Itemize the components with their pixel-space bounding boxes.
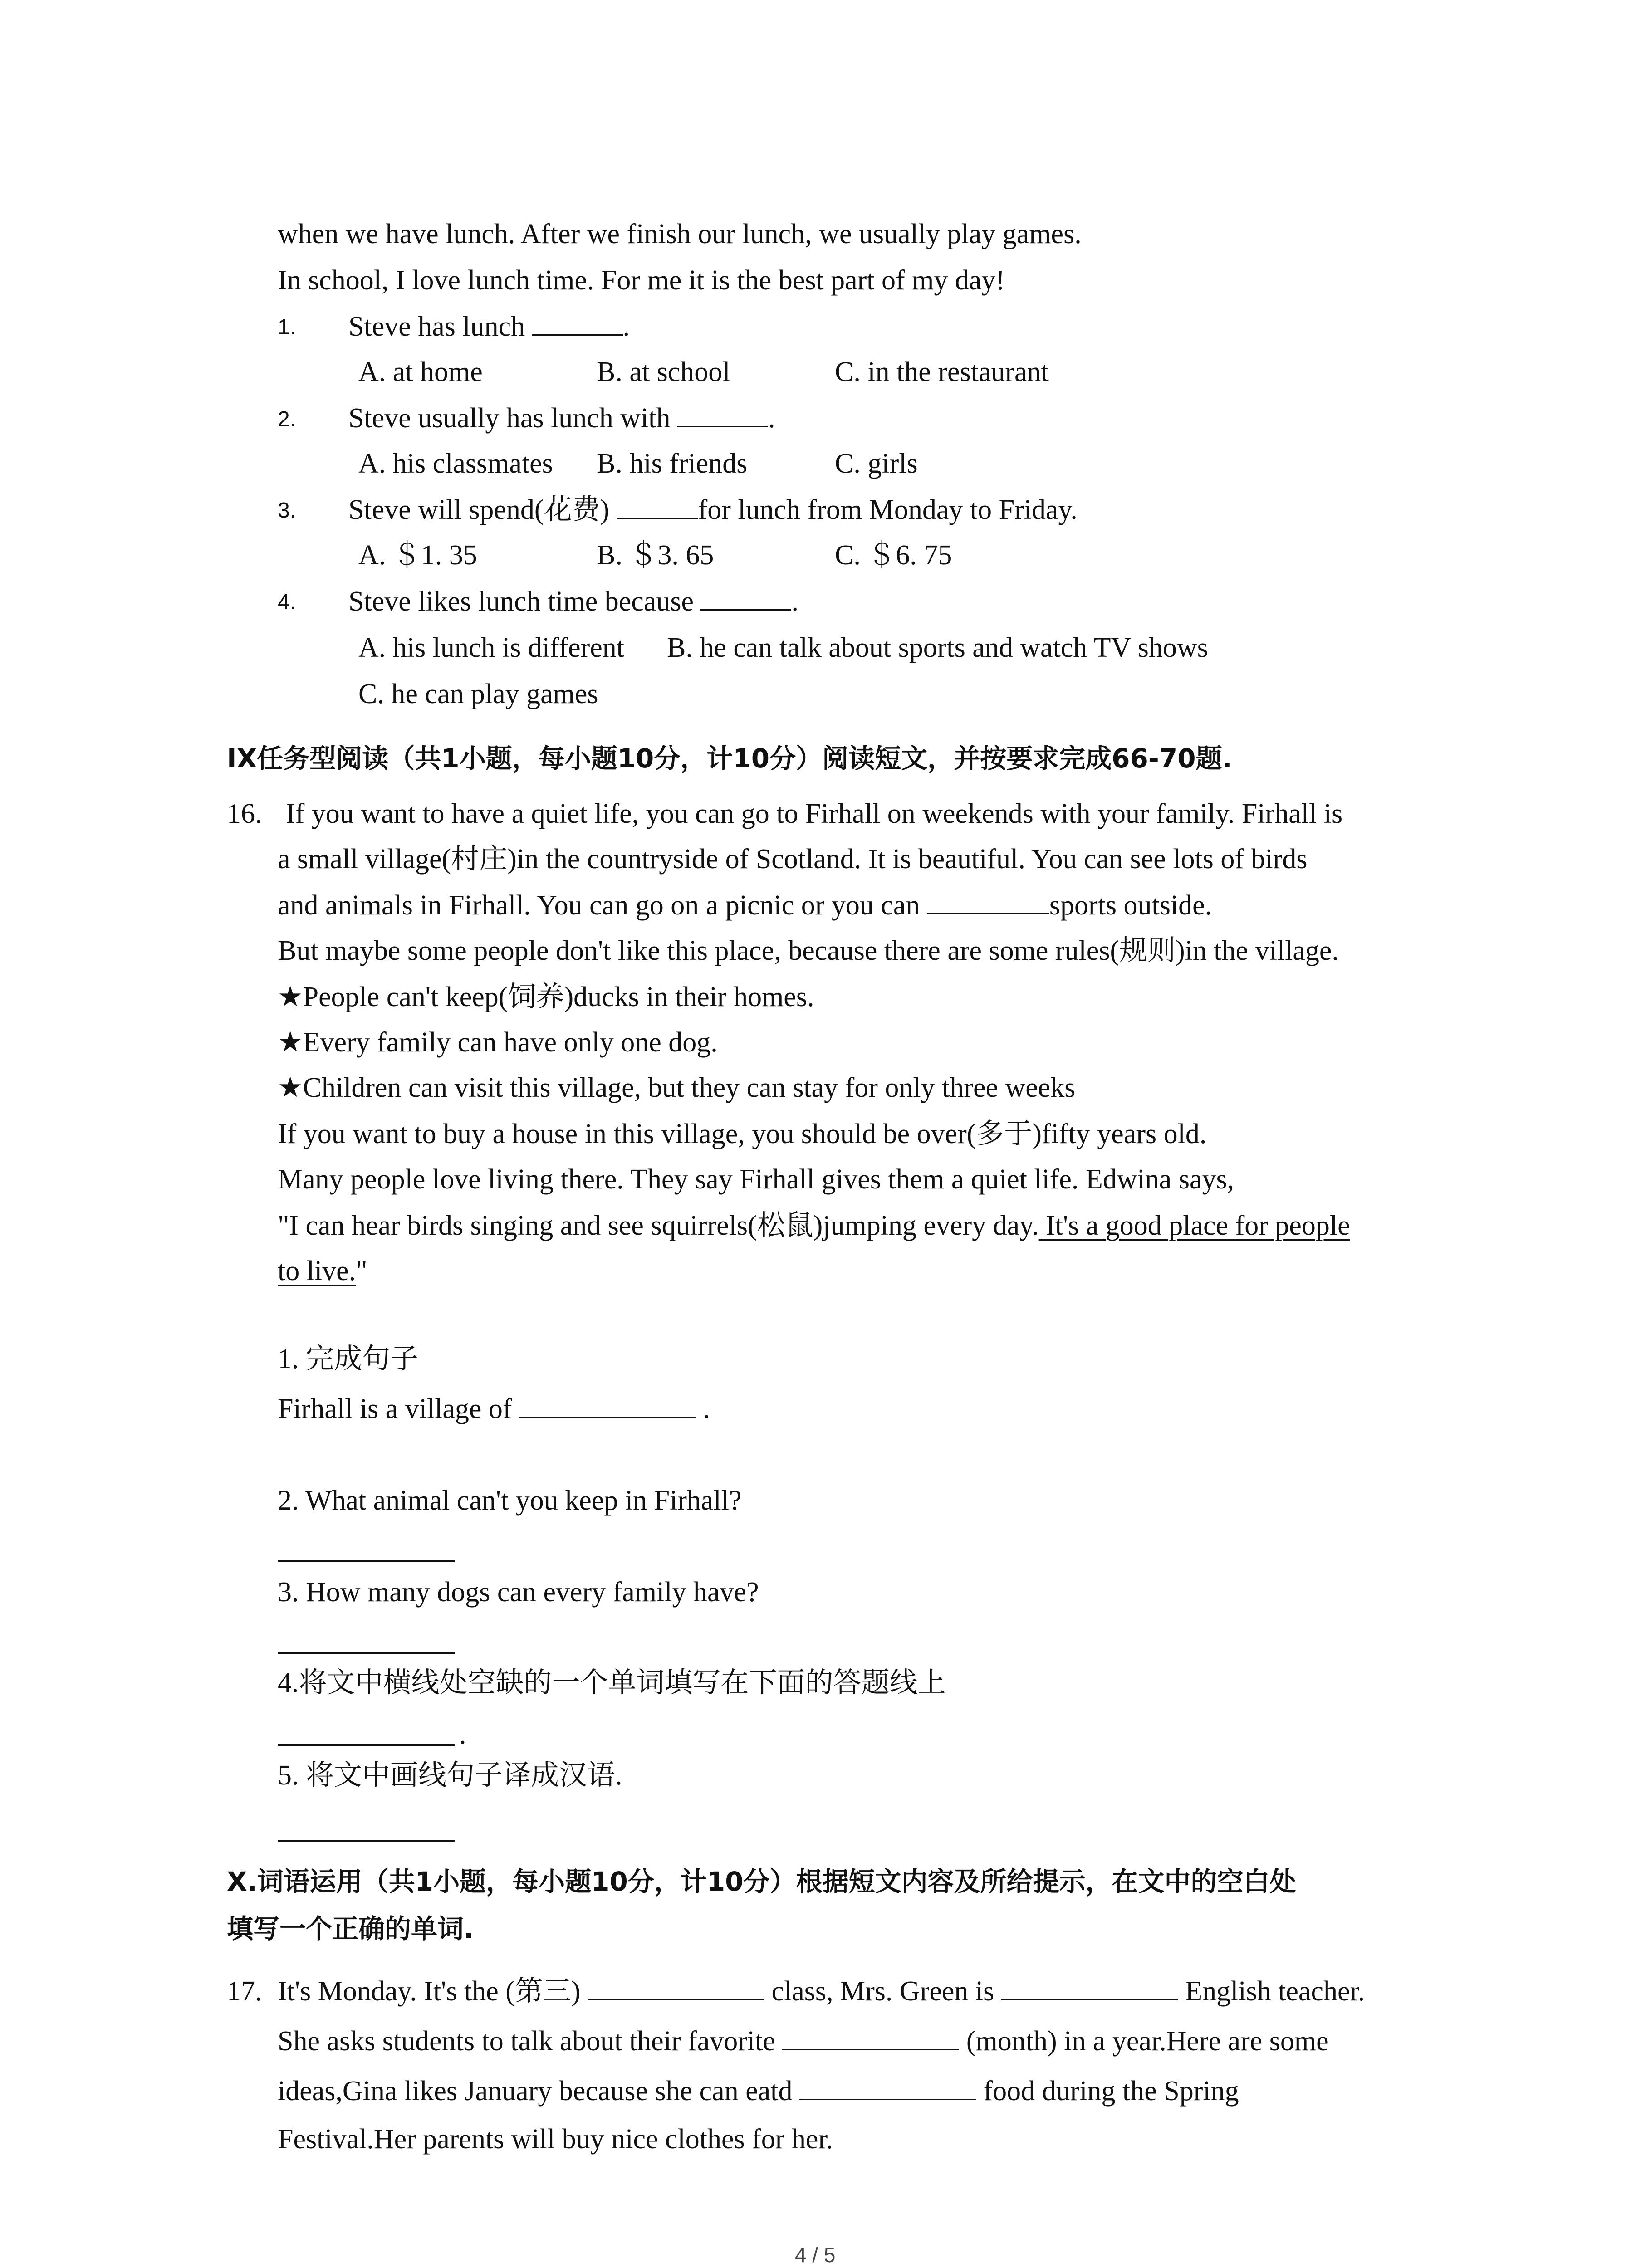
passage-line: to live." <box>278 1256 367 1286</box>
rule-item: ★People can't keep(饲养)ducks in their homes. <box>278 982 814 1012</box>
option-a[interactable]: A. at home <box>358 357 483 387</box>
page-number: 4 / 5 <box>795 2243 836 2267</box>
section-heading: X.词语运用（共1小题，每小题10分，计10分）根据短文内容及所给提示，在文中的空白处 <box>227 1866 1296 1897</box>
answer-blank[interactable] <box>782 2025 959 2050</box>
answer-line[interactable] <box>278 1652 455 1654</box>
passage-line: Festival.Her parents will buy nice clothes for her. <box>278 2124 833 2155</box>
passage-line: a small village(村庄)in the countryside of Scotland. It is beautiful. You can see lots of birds <box>278 844 1308 875</box>
option-a[interactable]: A. his lunch is different <box>358 632 625 663</box>
section-heading: IX任务型阅读（共1小题，每小题10分，计10分）阅读短文，并按要求完成66-70题. <box>227 743 1232 774</box>
task-question: 2. What animal can't you keep in Firhall? <box>278 1485 742 1516</box>
answer-blank[interactable] <box>700 586 791 611</box>
question-number: 4. <box>278 590 296 614</box>
passage-line: In school, I love lunch time. For me it is the best part of my day! <box>278 265 1005 296</box>
rule-item: ★Children can visit this village, but they can stay for only three weeks <box>278 1072 1076 1103</box>
option-b[interactable]: B. ＄3. 65 <box>597 540 714 571</box>
answer-blank[interactable] <box>617 494 698 519</box>
option-c[interactable]: C. girls <box>835 448 918 479</box>
task-question: 3. How many dogs can every family have? <box>278 1577 759 1608</box>
passage-line: when we have lunch. After we finish our lunch, we usually play games. <box>278 219 1082 249</box>
question-text: Steve likes lunch time because . <box>348 586 798 617</box>
underlined-sentence: It's a good place for people <box>1038 1210 1350 1241</box>
option-a[interactable]: A. his classmates <box>358 448 553 479</box>
question-text: Steve will spend(花费) for lunch from Monday to Friday. <box>348 494 1078 525</box>
answer-blank[interactable] <box>588 1975 764 2000</box>
section-heading: 填写一个正确的单词. <box>227 1913 474 1944</box>
option-c[interactable]: C. he can play games <box>358 679 598 709</box>
answer-blank[interactable] <box>1001 1975 1178 2000</box>
rule-item: ★Every family can have only one dog. <box>278 1027 718 1058</box>
passage-line: If you want to have a quiet life, you can go to Firhall on weekends with your family. Firhall is <box>286 798 1343 829</box>
question-number: 2. <box>278 407 296 431</box>
option-c[interactable]: C. ＄6. 75 <box>835 540 952 571</box>
answer-blank[interactable] <box>677 402 768 427</box>
answer-line[interactable] <box>278 1744 455 1746</box>
passage-line: If you want to buy a house in this village, you should be over(多于)fifty years old. <box>278 1119 1207 1149</box>
answer-blank[interactable] <box>519 1393 696 1418</box>
question-number: 1. <box>278 315 296 339</box>
passage-line: It's Monday. It's the (第三) class, Mrs. Green is English teacher. <box>278 1976 1365 2007</box>
passage-blank <box>927 890 1049 914</box>
passage-line: ideas,Gina likes January because she can eatd food during the Spring <box>278 2076 1239 2107</box>
task-question: 5. 将文中画线句子译成汉语. <box>278 1760 622 1791</box>
task-title: 1. 完成句子 <box>278 1344 419 1374</box>
option-a[interactable]: A. ＄1. 35 <box>358 540 477 571</box>
answer-line[interactable] <box>278 1560 455 1562</box>
question-text: Steve has lunch . <box>348 311 630 342</box>
option-c[interactable]: C. in the restaurant <box>835 357 1049 387</box>
task-dot: . <box>459 1719 466 1750</box>
passage-line: and animals in Firhall. You can go on a picnic or you can sports outside. <box>278 890 1212 921</box>
answer-line[interactable] <box>278 1840 455 1842</box>
passage-line: Many people love living there. They say Firhall gives them a quiet life. Edwina says, <box>278 1164 1234 1195</box>
question-number: 16. <box>227 798 262 829</box>
passage-line: But maybe some people don't like this place, because there are some rules(规则)in the village. <box>278 935 1339 966</box>
task-question: 4.将文中横线处空缺的一个单词填写在下面的答题线上 <box>278 1667 946 1698</box>
option-b[interactable]: B. his friends <box>597 448 748 479</box>
task-sentence: Firhall is a village of . <box>278 1393 710 1424</box>
option-b[interactable]: B. he can talk about sports and watch TV shows <box>667 632 1208 663</box>
underlined-sentence: to live. <box>278 1256 356 1286</box>
question-number: 17. <box>227 1976 262 2007</box>
question-text: Steve usually has lunch with . <box>348 403 775 434</box>
answer-blank[interactable] <box>799 2075 976 2100</box>
answer-blank[interactable] <box>532 311 623 336</box>
question-number: 3. <box>278 499 296 523</box>
passage-line: She asks students to talk about their favorite (month) in a year.Here are some <box>278 2026 1329 2057</box>
option-b[interactable]: B. at school <box>597 357 730 387</box>
passage-line: "I can hear birds singing and see squirrels(松鼠)jumping every day. It's a good place for people <box>278 1210 1350 1241</box>
